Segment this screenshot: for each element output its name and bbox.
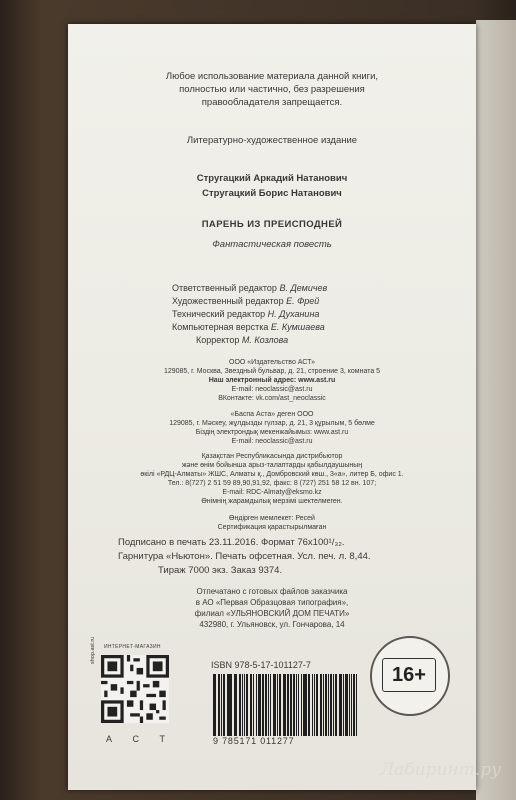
barcode-number: 9 785171 011277 [213, 736, 295, 746]
distributor-line-1: Қазақстан Республикасында дистрибьютор [201, 453, 343, 460]
author-2: Стругацкий Борис Натанович [202, 188, 342, 199]
distributor-line-6: Өнімнің жарамдылық мерзімі шектелмеген. [201, 498, 343, 505]
publisher-kz-name: «Баспа Аста» деген ООО [230, 411, 314, 418]
print-line: Тираж 7000 экз. Заказ 9374. [158, 565, 283, 576]
qr-caption: ИНТЕРНЕТ-МАГАЗИН [104, 644, 161, 650]
publisher-vk: ВКонтакте: vk.com/ast_neoclassic [218, 395, 326, 402]
publisher-kz-email: E-mail: neoclassic@ast.ru [231, 438, 313, 445]
qr-side-url: shop.ast.ru [90, 636, 96, 664]
credit-row: Ответственный редактор В. Демичев [172, 283, 328, 293]
origin-country: Өндірген мемлекет: Ресей [229, 515, 315, 522]
publisher-address: 129085, г. Москва, Звездный бульвар, д. 21, строение 3, комната 5 [163, 368, 381, 375]
print-line: Подписано в печать 23.11.2016. Формат 76x100¹/₃₂. [118, 537, 345, 548]
qr-code [101, 655, 169, 723]
credit-row: Технический редактор Н. Духанина [172, 309, 320, 319]
printer-line-3: филиал «УЛЬЯНОВСКИЙ ДОМ ПЕЧАТИ» [194, 609, 350, 618]
publisher-email: E-mail: neoclassic@ast.ru [231, 386, 313, 393]
barcode [211, 674, 359, 736]
ast-logo: А С Т [106, 734, 175, 744]
print-line: Гарнитура «Ньютон». Печать офсетная. Усл. печ. л. 8,44. [118, 551, 371, 562]
isbn: ISBN 978-5-17-101127-7 [211, 660, 311, 670]
watermark: Лабиринт.ру [380, 760, 501, 780]
print-data [118, 536, 418, 578]
book-page [68, 24, 476, 790]
age-rating-badge [370, 636, 450, 716]
copyright-line-3: правообладателя запрещается. [201, 97, 343, 108]
copyright-line-2: полностью или частично, без разрешения [179, 84, 365, 95]
distributor-line-2: және өнім бойынша арыз-талаптарды қабылдаушының [181, 462, 363, 469]
book-subtitle: Фантастическая повесть [212, 239, 332, 250]
printer-line-2: в АО «Первая Образцовая типография», [195, 598, 349, 607]
distributor-line-5: E-mail: RDC-Almaty@eksmo.kz [222, 489, 322, 496]
credit-row: Художественный редактор Е. Фрей [172, 296, 320, 306]
age-rating: 16+ [382, 658, 436, 692]
credit-row: Корректор М. Козлова [196, 335, 289, 345]
publisher-kz-website: Біздің электрондық мекенжайымыз: www.ast.ru [195, 429, 349, 436]
book-title: ПАРЕНЬ ИЗ ПРЕИСПОДНЕЙ [201, 219, 343, 230]
genre-label: Литературно-художественное издание [186, 135, 358, 146]
distributor-line-3: өкілі «РДЦ-Алматы» ЖШС, Алматы қ., Домбровский көш., 3«а», литер Б, офис 1. [140, 471, 404, 478]
publisher-website: Наш электронный адрес: www.ast.ru [208, 377, 336, 384]
distributor-line-4: Тел.: 8(727) 2 51 59 89,90,91,92, факс: 8 (727) 251 58 12 вн. 107; [167, 480, 377, 487]
publisher-name: ООО «Издательство АСТ» [229, 359, 315, 366]
copyright-line-1: Любое использование материала данной книги, [165, 71, 379, 82]
adjacent-page-edge [476, 20, 516, 800]
printer-line-1: Отпечатано с готовых файлов заказчика [196, 587, 348, 596]
publisher-kz-address: 129085, г. Мәскеу, жұлдызды гүлзар, д. 21, 3 құрылым, 5 бөлме [169, 420, 375, 427]
author-1: Стругацкий Аркадий Натанович [196, 173, 348, 184]
credits-block [172, 282, 327, 347]
printer-line-4: 432980, г. Ульяновск, ул. Гончарова, 14 [199, 620, 345, 629]
certification: Сертификация қарастырылмаған [217, 524, 327, 531]
credit-row: Компьютерная верстка Е. Кумшаева [172, 322, 325, 332]
